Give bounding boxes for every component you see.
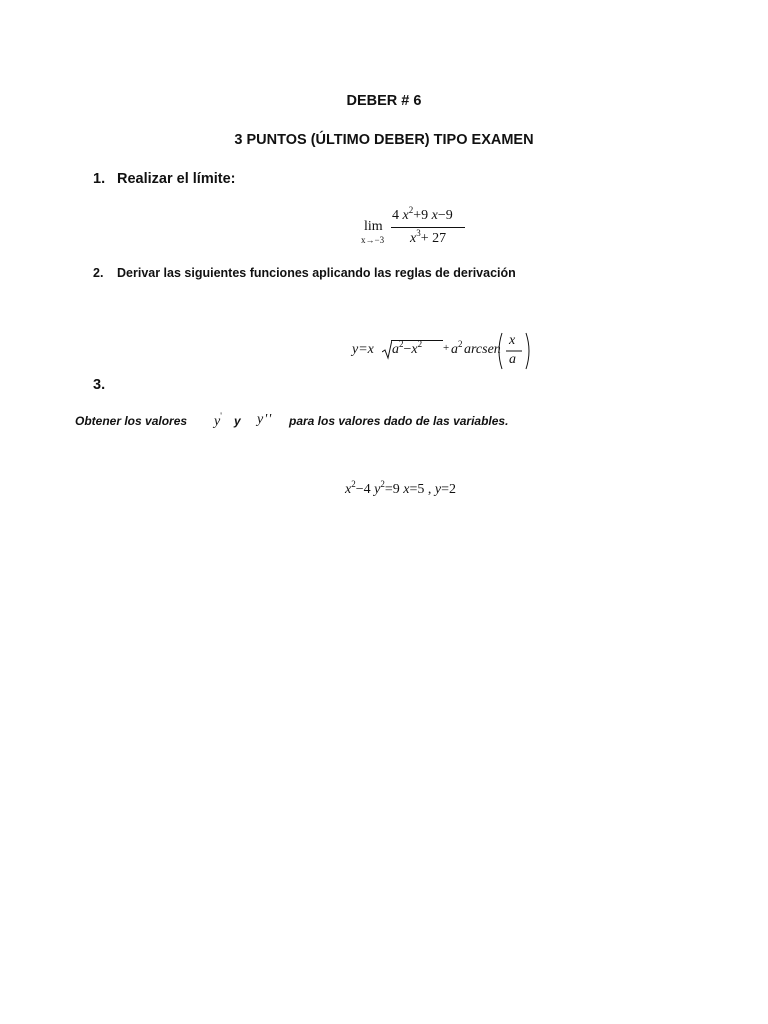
fraction-numerator: x xyxy=(509,333,516,348)
y-double-prime: y'' xyxy=(257,412,273,427)
equation-lhs: y=x xyxy=(352,342,374,357)
question-3-text-before: Obtener los valores xyxy=(75,414,188,428)
radical-content: $a^2-x^2$ xyxy=(392,339,423,357)
limit-denominator: $x^3+ 27$ xyxy=(410,228,447,246)
limit-fraction-bar xyxy=(391,227,465,228)
coefficient: $a^2$ xyxy=(451,339,463,357)
question-1-number: 1. xyxy=(93,171,106,187)
question-1-label: Realizar el límite: xyxy=(117,171,236,187)
limit-operator: lim xyxy=(364,219,383,234)
implicit-equation: $x^2-4$ $y^2=9$ x=5 , y=2 xyxy=(345,479,456,497)
limit-numerator: 4 $x^2+9$ x−9 xyxy=(392,205,453,223)
function-name: arcsen xyxy=(464,342,501,357)
question-2-number: 2. xyxy=(93,266,104,280)
question-3-text-after: para los valores dado de las variables. xyxy=(289,414,509,428)
question-2-label: Derivar las siguientes funciones aplicando las reglas de derivación xyxy=(117,266,516,280)
radical-sign xyxy=(382,340,392,360)
plus-sign: + xyxy=(443,342,450,354)
question-3-number: 3. xyxy=(93,377,106,393)
document-title: DEBER # 6 xyxy=(346,93,422,109)
y-prime: y' xyxy=(214,411,222,429)
limit-subscript: x→−3 xyxy=(361,235,385,245)
document-subtitle: 3 PUNTOS (ÚLTIMO DEBER) TIPO EXAMEN xyxy=(234,132,534,148)
fraction-denominator: a xyxy=(509,352,516,367)
conjunction: y xyxy=(234,414,241,428)
derivative-function-equation xyxy=(352,330,532,372)
